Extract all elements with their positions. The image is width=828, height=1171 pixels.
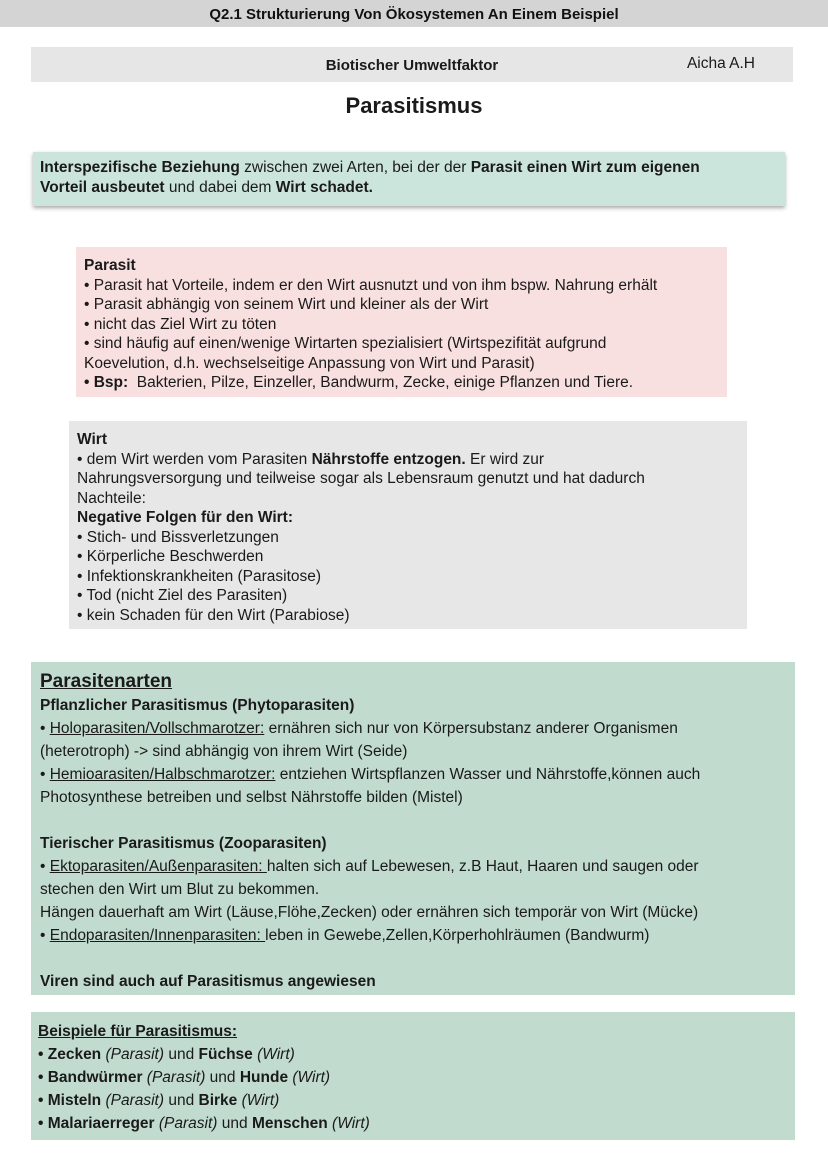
endo-text: leben in Gewebe,Zellen,Körperhohlräumen (Bandwurm) bbox=[265, 927, 650, 944]
wirt-text: Er wird zur bbox=[465, 450, 545, 468]
bullet: • bbox=[38, 1046, 48, 1063]
document-header bbox=[0, 0, 828, 27]
example-connector: und bbox=[164, 1046, 199, 1063]
example-wirt: Menschen bbox=[251, 1115, 328, 1132]
beispiele-box bbox=[31, 1012, 795, 1140]
example-connector: und bbox=[217, 1115, 252, 1132]
header-title: Q2.1 Strukturierung Von Ökosystemen An Einem Beispiel bbox=[209, 6, 619, 23]
example-parasit: Bandwürmer bbox=[47, 1069, 143, 1086]
parasit-line: • Parasit hat Vorteile, indem er den Wirt ausnutzt und von ihm bspw. Nahrung erhält bbox=[84, 276, 658, 294]
example-wirt: Birke bbox=[198, 1092, 238, 1109]
parasit-example-line bbox=[84, 373, 719, 393]
parasit-line: • nicht das Ziel Wirt zu töten bbox=[84, 315, 277, 333]
parasitenarten-box bbox=[31, 662, 795, 995]
holo-term: Holoparasiten/Vollschmarotzer: bbox=[49, 720, 265, 737]
bullet: • bbox=[40, 858, 50, 875]
example-parasit-label: (Parasit) bbox=[101, 1046, 165, 1063]
beispiele-heading: Beispiele für Parasitismus: bbox=[38, 1023, 237, 1040]
example-wirt-label: (Wirt) bbox=[237, 1092, 280, 1109]
example-parasit-label: (Parasit) bbox=[101, 1092, 165, 1109]
page-title: Parasitismus bbox=[345, 93, 483, 118]
definition-part-5: und dabei dem bbox=[164, 178, 276, 196]
bullet: • bbox=[38, 1115, 48, 1132]
list-item: • kein Schaden für den Wirt (Parabiose) bbox=[77, 606, 350, 624]
subheader-title: Biotischer Umweltfaktor bbox=[325, 57, 499, 74]
example-parasit: Misteln bbox=[47, 1092, 102, 1109]
example-label: Bsp: bbox=[93, 374, 129, 391]
holo-line bbox=[40, 717, 786, 740]
example-wirt-label: (Wirt) bbox=[252, 1046, 295, 1063]
ekto-line-3: Hängen dauerhaft am Wirt (Läuse,Flöhe,Zecken) oder ernähren sich temporär von Wirt (Mücke) bbox=[40, 904, 699, 921]
definition-box bbox=[33, 152, 785, 206]
bullet: • bbox=[38, 1092, 48, 1109]
bullet: • bbox=[40, 766, 50, 783]
hemi-line bbox=[40, 763, 786, 786]
example-connector: und bbox=[205, 1069, 240, 1086]
wirt-line: Nachteile: bbox=[77, 489, 146, 507]
wirt-heading: Wirt bbox=[77, 431, 107, 448]
viren-note: Viren sind auch auf Parasitismus angewiesen bbox=[40, 973, 376, 990]
subheader-bar bbox=[31, 47, 793, 82]
example-parasit: Zecken bbox=[47, 1046, 102, 1063]
parasit-box bbox=[76, 247, 727, 397]
parasit-line: • sind häufig auf einen/wenige Wirtarten spezialisiert (Wirtspezifität aufgrund bbox=[84, 335, 607, 352]
author-name: Aicha A.H bbox=[686, 55, 755, 72]
zoo-heading: Tierischer Parasitismus (Zooparasiten) bbox=[40, 835, 327, 852]
list-item: • Körperliche Beschwerden bbox=[77, 548, 264, 565]
example-wirt-label: (Wirt) bbox=[288, 1069, 331, 1086]
list-item: • Tod (nicht Ziel des Parasiten) bbox=[77, 587, 288, 604]
parasit-heading: Parasit bbox=[84, 257, 136, 274]
example-wirt: Füchse bbox=[198, 1046, 253, 1063]
ekto-line-2: stechen den Wirt um Blut zu bekommen. bbox=[40, 881, 320, 898]
definition-part-1: Interspezifische Beziehung bbox=[40, 159, 240, 176]
list-item: • Stich- und Bissverletzungen bbox=[77, 528, 279, 546]
example-parasit-label: (Parasit) bbox=[142, 1069, 206, 1086]
list-item: • Infektionskrankheiten (Parasitose) bbox=[77, 567, 322, 585]
ekto-text: halten sich auf Lebewesen, z.B Haut, Haaren und saugen oder bbox=[266, 858, 699, 875]
list-item bbox=[38, 1112, 788, 1135]
example-wirt-label: (Wirt) bbox=[327, 1115, 370, 1132]
bullet: • bbox=[40, 720, 50, 737]
example-parasit: Malariaerreger bbox=[47, 1115, 155, 1132]
definition-part-2: zwischen zwei Arten, bei der der bbox=[239, 159, 471, 176]
example-connector: und bbox=[164, 1092, 199, 1109]
phyto-heading: Pflanzlicher Parasitismus (Phytoparasiten) bbox=[40, 697, 355, 714]
wirt-line: Nahrungsversorgung und teilweise sogar als Lebensraum genutzt und hat dadurch bbox=[77, 470, 645, 487]
example-text: Bakterien, Pilze, Einzeller, Bandwurm, Zecke, einige Pflanzen und Tiere. bbox=[128, 374, 634, 391]
list-item bbox=[38, 1066, 788, 1089]
bullet: • bbox=[38, 1069, 48, 1086]
bullet: • bbox=[40, 927, 50, 944]
definition-part-4: Vorteil ausbeutet bbox=[40, 178, 165, 196]
wirt-text: • dem Wirt werden vom Parasiten bbox=[77, 450, 312, 468]
holo-line-2: (heterotroph) -> sind abhängig von ihrem Wirt (Seide) bbox=[40, 743, 408, 760]
definition-part-3: Parasit einen Wirt zum eigenen bbox=[470, 159, 700, 176]
wirt-line bbox=[77, 450, 739, 470]
hemi-text: entziehen Wirtspflanzen Wasser und Nährstoffe,können auch bbox=[275, 766, 701, 783]
example-parasit-label: (Parasit) bbox=[154, 1115, 218, 1132]
wirt-box bbox=[69, 421, 747, 629]
ekto-line bbox=[40, 855, 786, 878]
hemi-line-2: Photosynthese betreiben und selbst Nährstoffe bilden (Mistel) bbox=[40, 789, 463, 806]
hemi-term: Hemioarasiten/Halbschmarotzer: bbox=[49, 766, 276, 783]
endo-term: Endoparasiten/Innenparasiten: bbox=[49, 927, 266, 944]
parasitenarten-heading: Parasitenarten bbox=[40, 671, 173, 692]
definition-part-6: Wirt schadet. bbox=[275, 178, 373, 196]
endo-line bbox=[40, 924, 786, 947]
parasit-line: Koevelution, d.h. wechselseitige Anpassung von Wirt und Parasit) bbox=[84, 354, 535, 372]
example-wirt: Hunde bbox=[239, 1069, 289, 1086]
wirt-text-bold: Nährstoffe entzogen. bbox=[311, 450, 466, 468]
parasit-line: • Parasit abhängig von seinem Wirt und kleiner als der Wirt bbox=[84, 296, 489, 313]
list-item bbox=[38, 1043, 788, 1066]
list-item bbox=[38, 1089, 788, 1112]
bullet: • bbox=[84, 374, 94, 391]
holo-text: ernähren sich nur von Körpersubstanz anderer Organismen bbox=[264, 720, 678, 737]
definition-text bbox=[40, 158, 778, 197]
ekto-term: Ektoparasiten/Außenparasiten: bbox=[49, 858, 267, 875]
negative-consequences-heading: Negative Folgen für den Wirt: bbox=[77, 509, 294, 526]
